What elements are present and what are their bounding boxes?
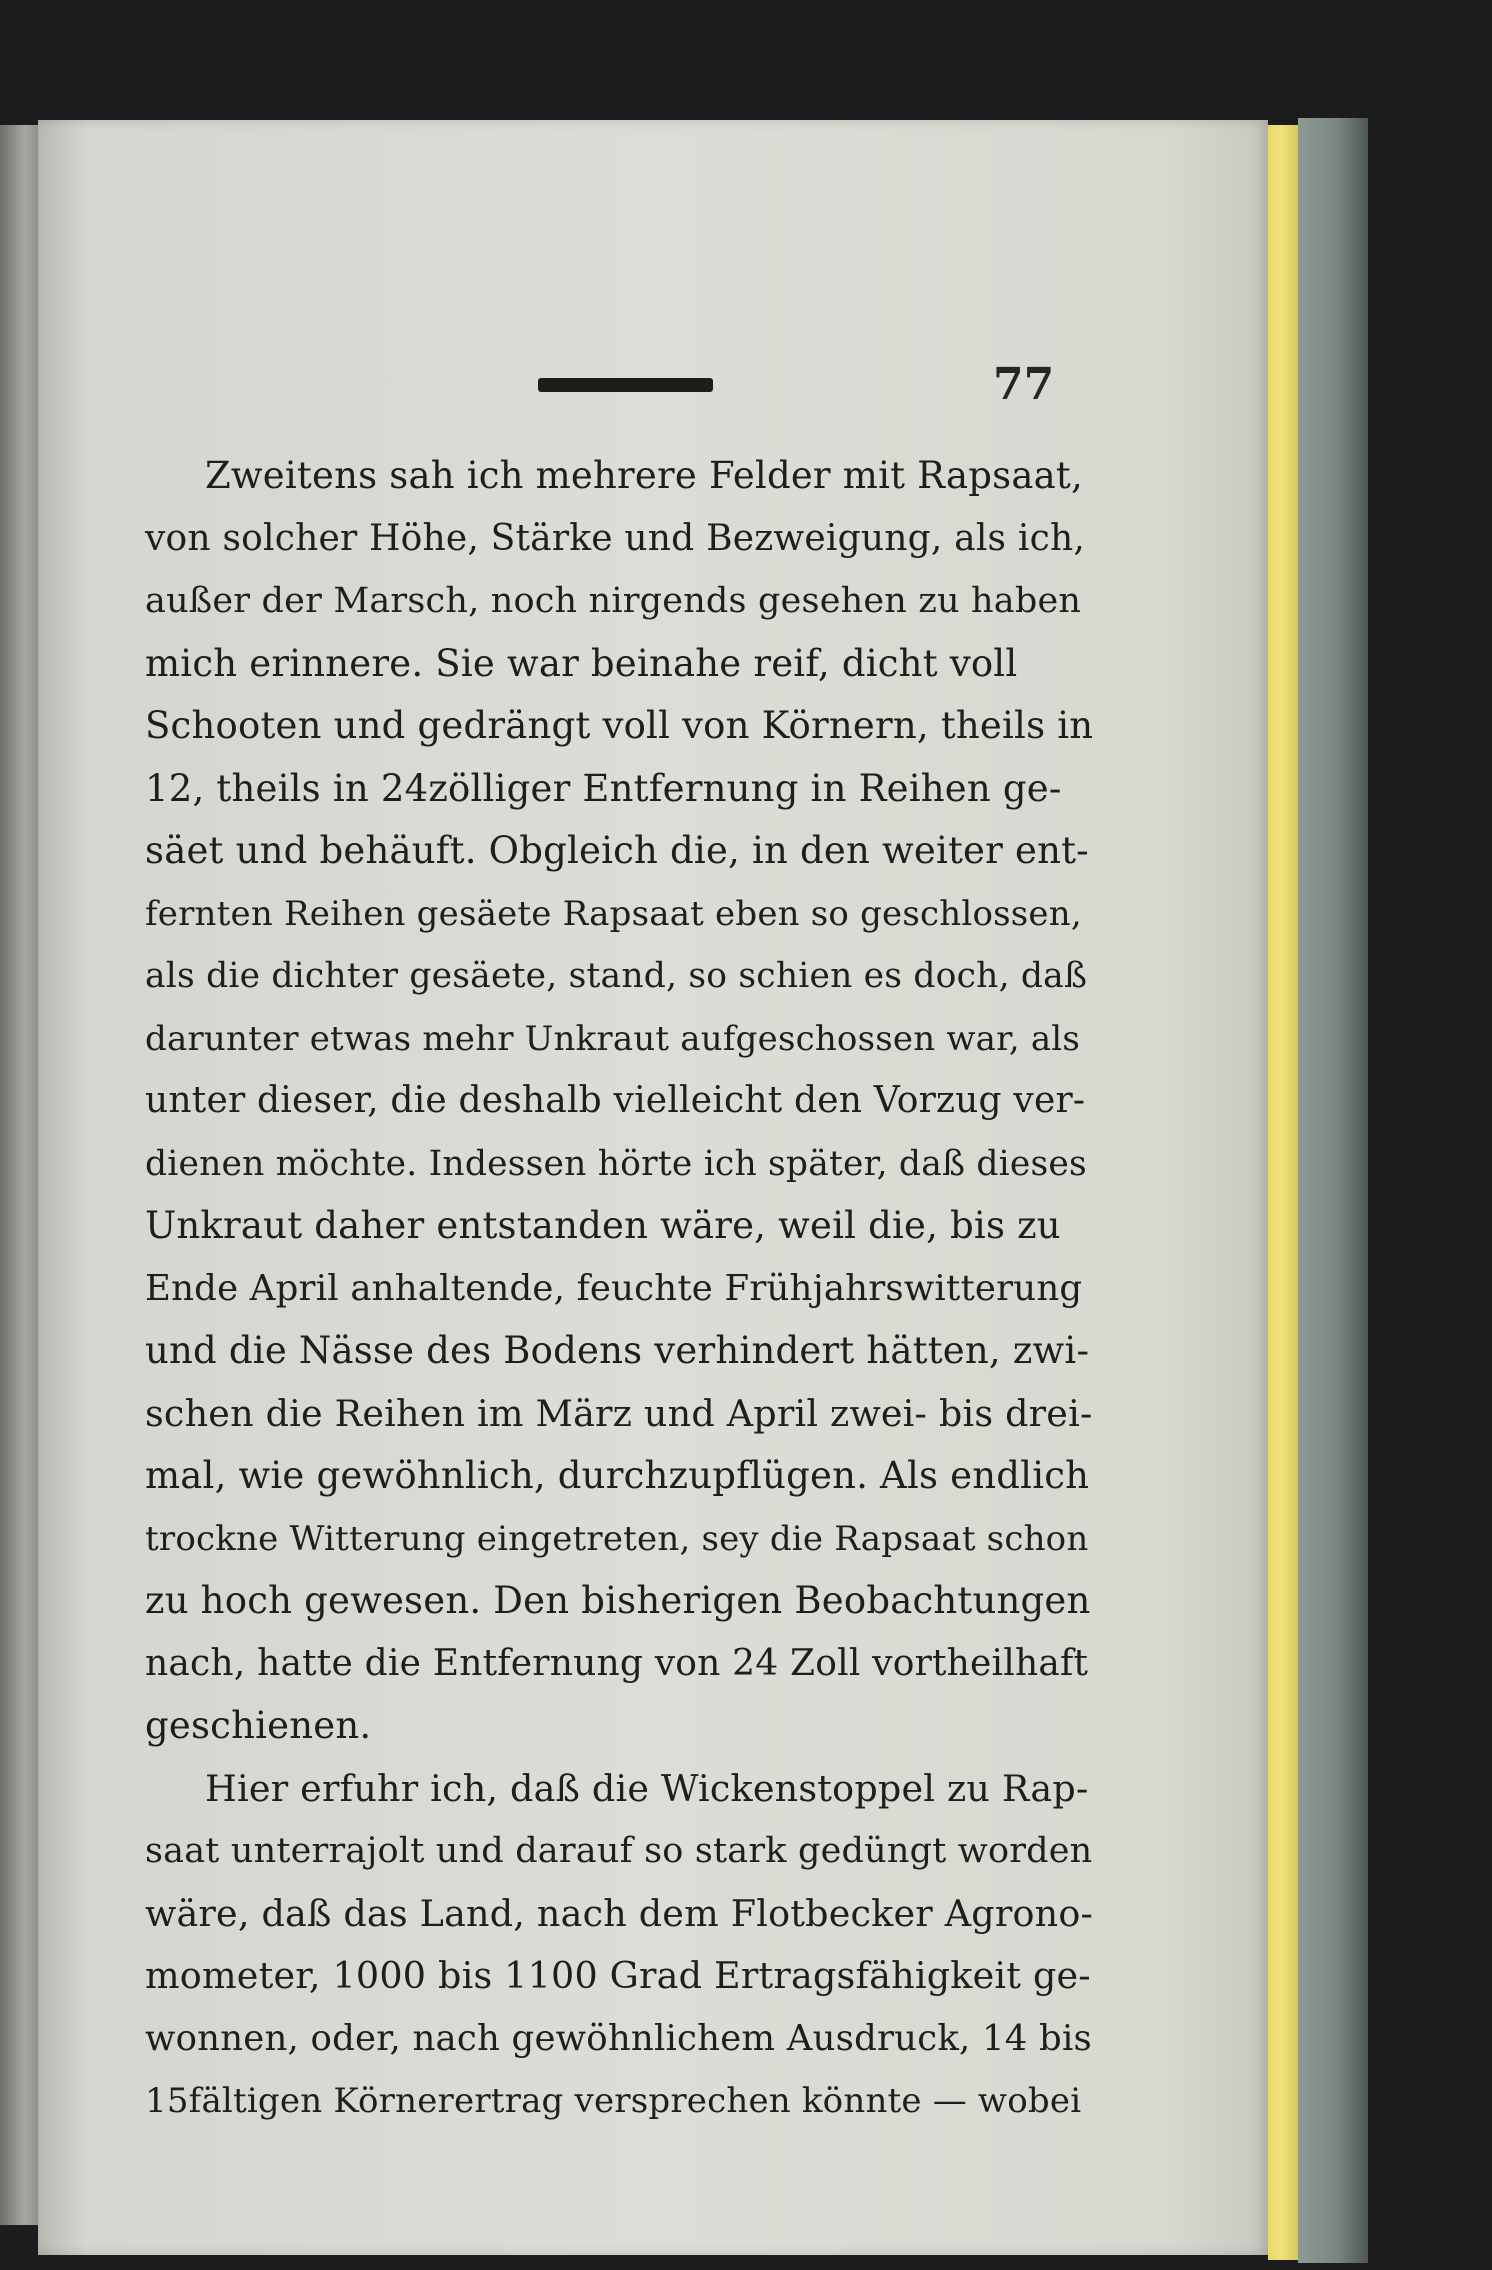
text-line: geschienen.: [145, 1704, 372, 1747]
header-rule: [538, 378, 713, 392]
page-header: [38, 355, 1268, 415]
text-line: mal, wie gewöhnlich, durchzupflügen. Als endlich: [145, 1454, 1090, 1497]
text-line: Zweitens sah ich mehrere Felder mit Rapsaat,: [205, 454, 1083, 497]
text-line: von solcher Höhe, Stärke und Bezweigung, als ich,: [145, 517, 1085, 559]
text-line: dienen möchte. Indessen hörte ich später, daß dieses: [145, 1143, 1087, 1184]
text-line: mometer, 1000 bis 1100 Grad Ertragsfähigkeit ge-: [145, 1954, 1091, 1997]
text-line: als die dichter gesäete, stand, so schien es doch, daß: [145, 956, 1088, 996]
text-line: außer der Marsch, noch nirgends gesehen zu haben: [145, 581, 1082, 621]
text-line: säet und behäuft. Obgleich die, in den weiter ent-: [145, 829, 1089, 872]
text-line: darunter etwas mehr Unkraut aufgeschossen war, als: [145, 1018, 1081, 1059]
text-line: Hier erfuhr ich, daß die Wickenstoppel zu Rap-: [205, 1766, 1089, 1810]
text-line: wäre, daß das Land, nach dem Flotbecker Agrono-: [145, 1891, 1094, 1935]
text-line: 12, theils in 24zölliger Entfernung in Reihen ge-: [145, 766, 1062, 810]
text-line: 15fältigen Körnerertrag versprechen könnte — wobei: [145, 2081, 1082, 2121]
text-line: fernten Reihen gesäete Rapsaat eben so geschlossen,: [145, 893, 1082, 934]
text-line: Schooten und gedrängt voll von Körnern, theils in: [145, 704, 1094, 747]
book-cover-edge: [1298, 118, 1368, 2263]
text-line: saat unterrajolt und darauf so stark gedüngt worden: [145, 1831, 1093, 1871]
text-line: nach, hatte die Entfernung von 24 Zoll vortheilhaft: [145, 1642, 1089, 1684]
text-line: trockne Witterung eingetreten, sey die Rapsaat schon: [145, 1518, 1089, 1559]
text-line: unter dieser, die deshalb vielleicht den Vorzug ver-: [145, 1080, 1086, 1121]
book-page: [38, 120, 1268, 2255]
text-line: wonnen, oder, nach gewöhnlichem Ausdruck, 14 bis: [145, 2017, 1092, 2059]
text-line: schen die Reihen im März und April zwei- bis drei-: [145, 1391, 1093, 1435]
text-line: Ende April anhaltende, feuchte Frühjahrswitterung: [145, 1267, 1083, 1309]
page-number: 77: [993, 359, 1055, 410]
left-page-edge: [0, 125, 40, 2225]
page-fore-edge: [1268, 125, 1298, 2260]
text-line: mich erinnere. Sie war beinahe reif, dicht voll: [145, 641, 1018, 685]
text-line: zu hoch gewesen. Den bisherigen Beobachtungen: [145, 1579, 1091, 1622]
body-text: [145, 445, 1093, 2133]
text-line: und die Nässe des Bodens verhindert hätten, zwi-: [145, 1329, 1090, 1372]
text-line: Unkraut daher entstanden wäre, weil die, bis zu: [145, 1204, 1061, 1247]
